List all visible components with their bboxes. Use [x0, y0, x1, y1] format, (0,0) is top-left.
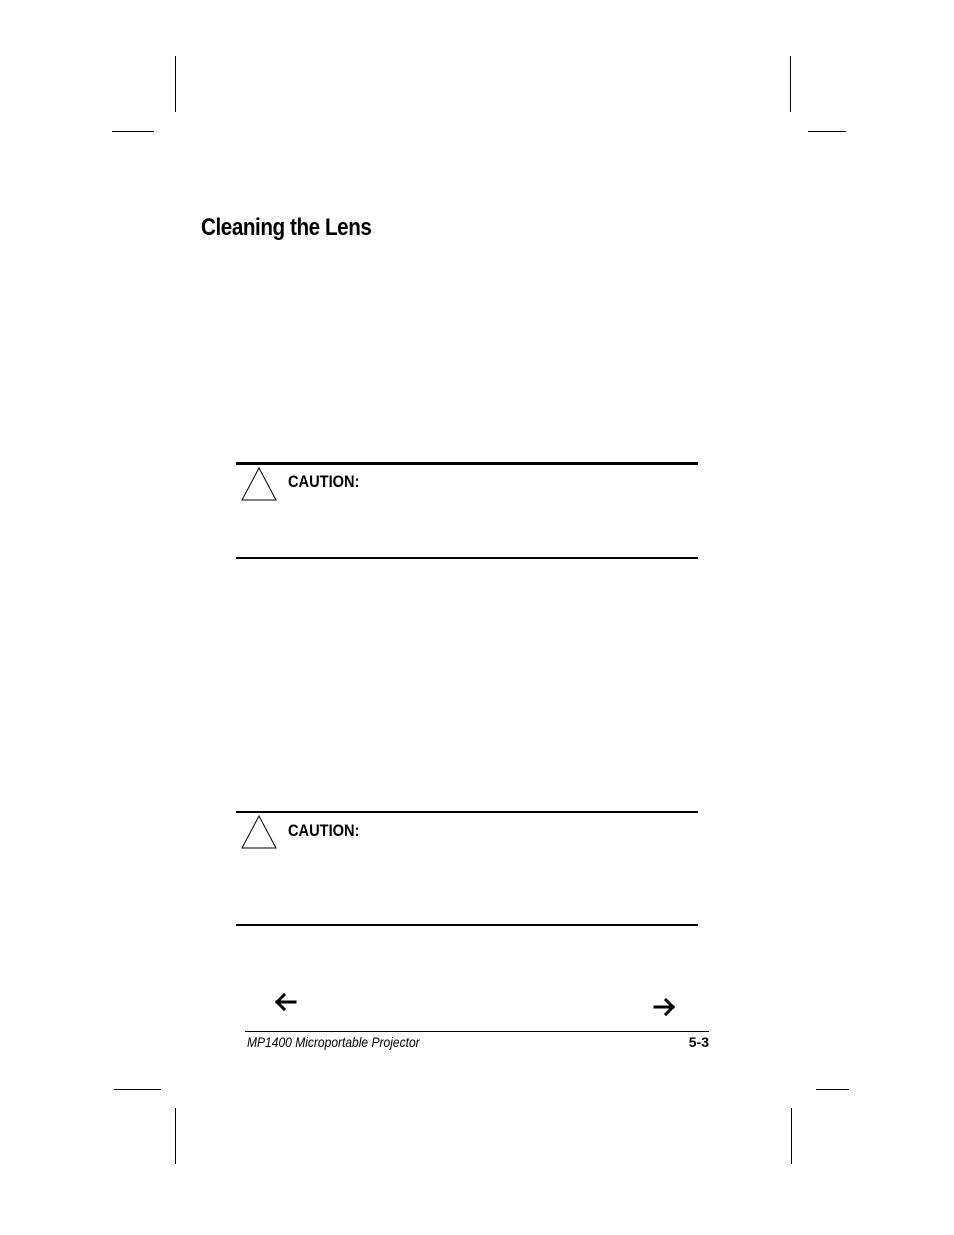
crop-mark-bottom-right-vertical [791, 1108, 792, 1164]
arrow-left-icon[interactable] [274, 993, 298, 1011]
caution-box [236, 811, 698, 927]
caution-top-rule [236, 811, 698, 813]
footer-rule [245, 1031, 709, 1032]
caution-label: CAUTION: [288, 472, 360, 491]
caution-top-rule [236, 462, 698, 465]
warning-triangle-icon [240, 814, 278, 850]
warning-triangle-icon [240, 466, 278, 502]
page-number: 5-3 [688, 1034, 709, 1050]
page-heading: Cleaning the Lens [201, 214, 372, 241]
caution-bottom-rule [236, 557, 698, 559]
crop-mark-top-right-vertical [790, 56, 791, 112]
caution-bottom-rule [236, 924, 698, 926]
crop-mark-top-right-horizontal [808, 131, 846, 132]
caution-box [236, 462, 698, 560]
crop-mark-top-left-horizontal [112, 131, 154, 132]
crop-mark-bottom-right-horizontal [816, 1089, 849, 1090]
footer-title: MP1400 Microportable Projector [247, 1034, 420, 1050]
crop-mark-bottom-left-horizontal [114, 1089, 161, 1090]
caution-label: CAUTION: [288, 821, 360, 840]
crop-mark-top-left-vertical [175, 56, 176, 112]
arrow-right-icon[interactable] [652, 998, 676, 1016]
crop-mark-bottom-left-vertical [175, 1108, 176, 1164]
